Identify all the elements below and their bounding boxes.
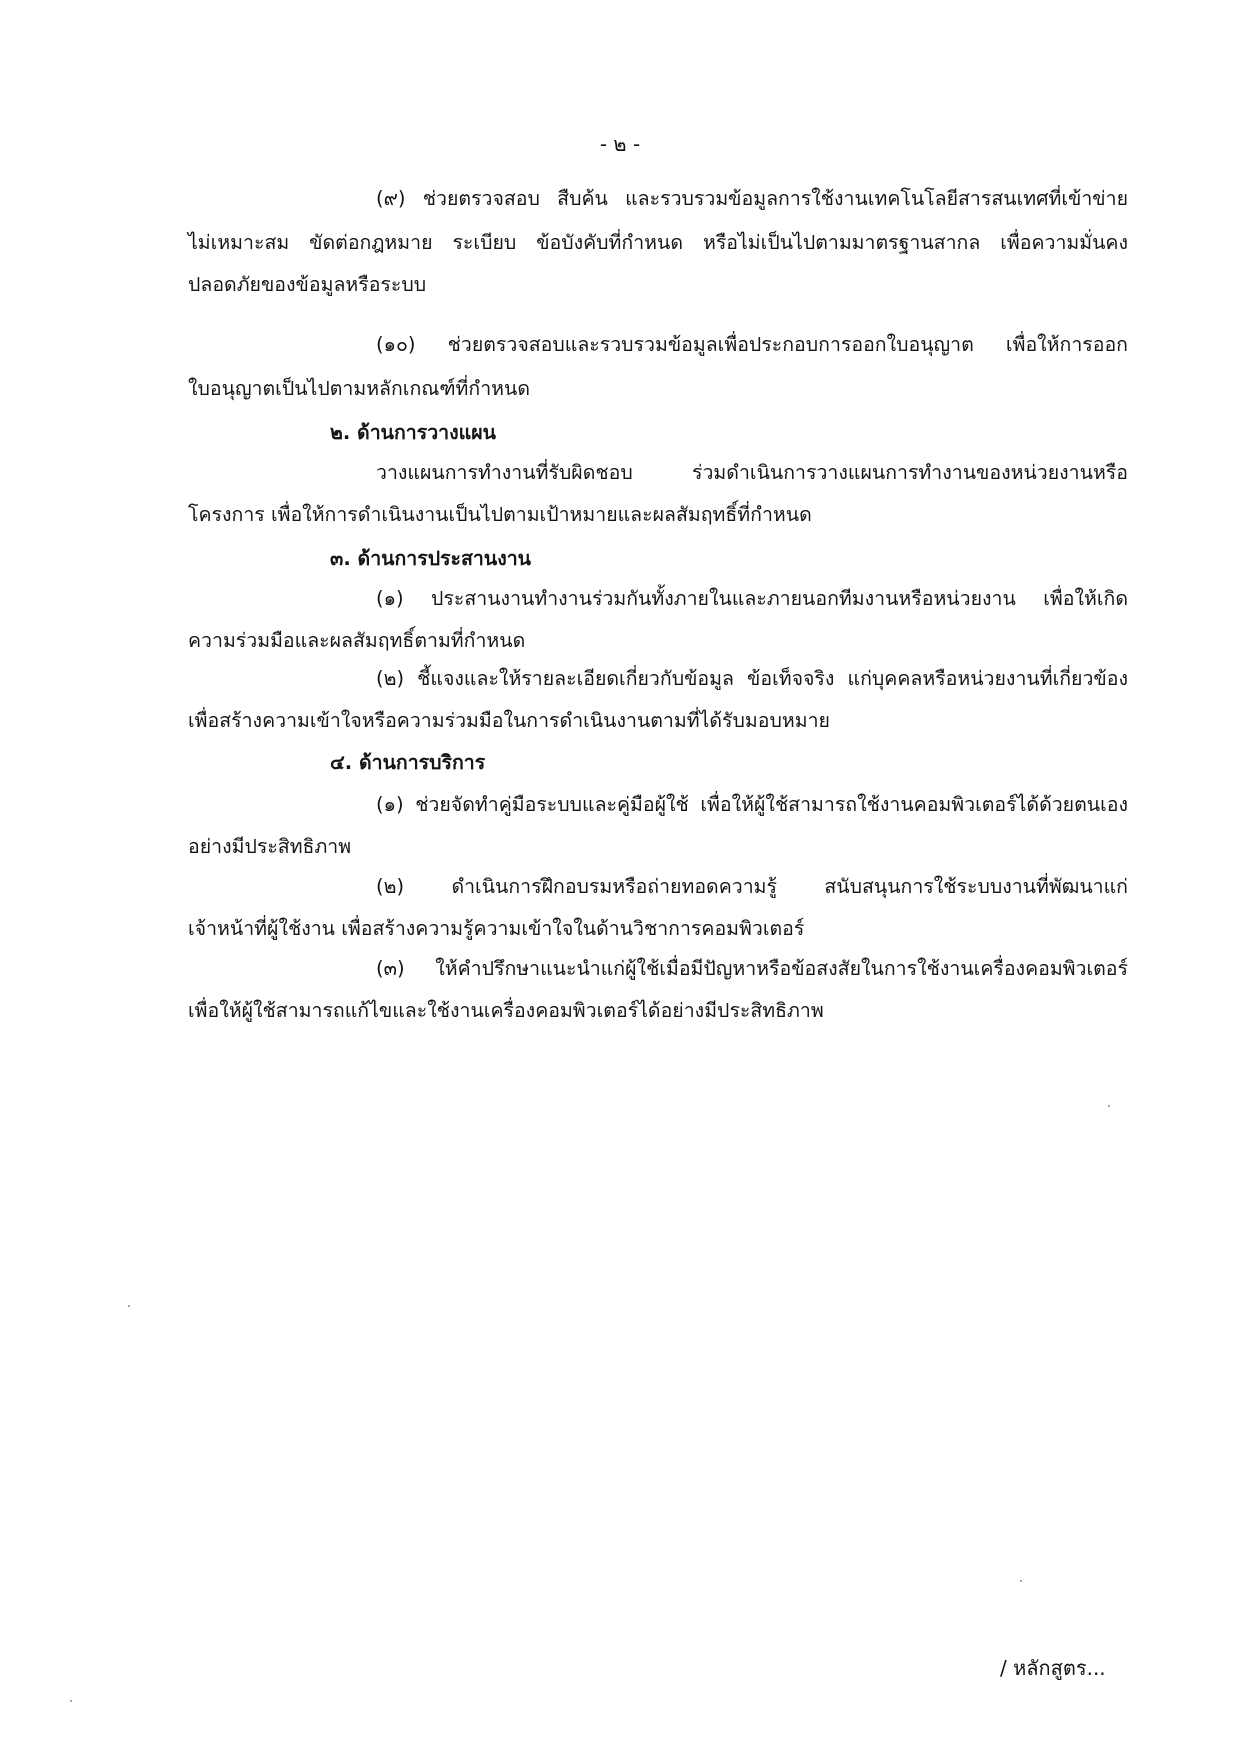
section-3-item-1-line-1: (๑) ประสานงานทำงานร่วมกันทั้งภายในและภายนอกทีมงานหรือหน่วยงาน เพื่อให้เกิด: [376, 587, 1128, 610]
item-10-line-1: (๑๐) ช่วยตรวจสอบและรวบรวมข้อมูลเพื่อประกอบการออกใบอนุญาต เพื่อให้การออก: [376, 333, 1128, 356]
section-3-item-1-line-2: ความร่วมมือและผลสัมฤทธิ์ตามที่กำหนด: [188, 629, 526, 652]
section-4-item-1-line-1: (๑) ช่วยจัดทำคู่มือระบบและคู่มือผู้ใช้ เพื่อให้ผู้ใช้สามารถใช้งานคอมพิวเตอร์ได้ด้วยตนเอง: [376, 793, 1128, 816]
section-3-heading: ๓. ด้านการประสานงาน: [330, 547, 532, 570]
item-9-line-2: ไม่เหมาะสม ขัดต่อกฎหมาย ระเบียบ ข้อบังคับที่กำหนด หรือไม่เป็นไปตามมาตรฐานสากล เพื่อความมั่นคง: [188, 231, 1128, 254]
section-4-heading: ๔. ด้านการบริการ: [330, 751, 486, 774]
page-number: - ๒ -: [599, 132, 641, 156]
section-4-item-2-line-2: เจ้าหน้าที่ผู้ใช้งาน เพื่อสร้างความรู้ความเข้าใจในด้านวิชาการคอมพิวเตอร์: [188, 917, 805, 940]
section-4-item-3-line-1: (๓) ให้คำปรึกษาแนะนำแก่ผู้ใช้เมื่อมีปัญหาหรือข้อสงสัยในการใช้งานเครื่องคอมพิวเตอร์: [376, 957, 1128, 980]
section-2-line-1: วางแผนการทำงานที่รับผิดชอบ ร่วมดำเนินการวางแผนการทำงานของหน่วยงานหรือ: [376, 461, 1128, 484]
item-10-line-2: ใบอนุญาตเป็นไปตามหลักเกณฑ์ที่กำหนด: [188, 377, 531, 400]
section-4-item-2-line-1: (๒) ดำเนินการฝึกอบรมหรือถ่ายทอดความรู้ สนับสนุนการใช้ระบบงานที่พัฒนาแก่: [376, 875, 1128, 898]
scan-speck: [1020, 1580, 1022, 1582]
section-2-heading: ๒. ด้านการวางแผน: [330, 421, 496, 444]
section-4-item-1-line-2: อย่างมีประสิทธิภาพ: [188, 835, 352, 858]
continuation-note: / หลักสูตร...: [1000, 1656, 1106, 1680]
item-9-line-3: ปลอดภัยของข้อมูลหรือระบบ: [188, 273, 427, 296]
section-4-item-3-line-2: เพื่อให้ผู้ใช้สามารถแก้ไขและใช้งานเครื่องคอมพิวเตอร์ได้อย่างมีประสิทธิภาพ: [188, 999, 824, 1022]
scan-speck: [128, 1305, 130, 1307]
scan-speck: [70, 1700, 72, 1702]
scan-speck: [1108, 1105, 1110, 1107]
section-3-item-2-line-2: เพื่อสร้างความเข้าใจหรือความร่วมมือในการดำเนินงานตามที่ได้รับมอบหมาย: [188, 709, 830, 732]
section-2-line-2: โครงการ เพื่อให้การดำเนินงานเป็นไปตามเป้าหมายและผลสัมฤทธิ์ที่กำหนด: [188, 503, 812, 526]
section-3-item-2-line-1: (๒) ชี้แจงและให้รายละเอียดเกี่ยวกับข้อมูล ข้อเท็จจริง แก่บุคคลหรือหน่วยงานที่เกี่ยวข้อง: [376, 667, 1128, 690]
item-9-line-1: (๙) ช่วยตรวจสอบ สืบค้น และรวบรวมข้อมูลการใช้งานเทคโนโลยีสารสนเทศที่เข้าข่าย: [376, 187, 1128, 210]
